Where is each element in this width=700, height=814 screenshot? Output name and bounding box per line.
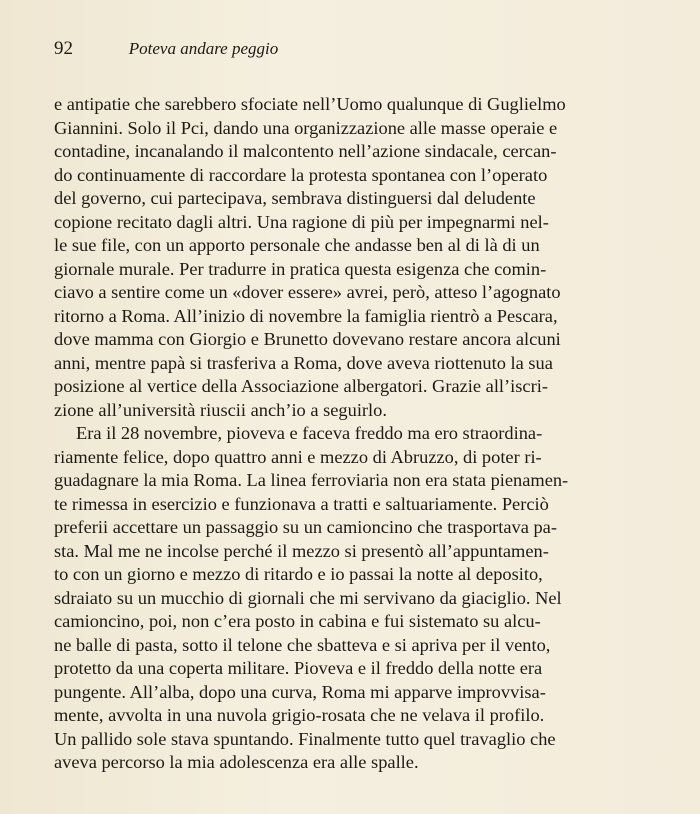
text-line: to con un giorno e mezzo di ritardo e io passai la notte al deposito, xyxy=(54,564,543,584)
text-line: posizione al vertice della Associazione albergatori. Grazie all’iscri- xyxy=(54,376,548,396)
text-line: mente, avvolta in una nuvola grigio-rosata che ne velava il profilo. xyxy=(54,705,545,725)
body-text xyxy=(54,93,690,775)
text-line: pungente. All’alba, dopo una curva, Roma mi apparve improvvisa- xyxy=(54,681,546,702)
text-line: te rimessa in esercizio e funzionava a tratti e saltuariamente. Perciò xyxy=(54,493,549,514)
text-line: preferii accettare un passaggio su un camioncino che trasportava pa- xyxy=(54,517,557,537)
running-title: Poteva andare peggio xyxy=(128,39,279,58)
text-line: Giannini. Solo il Pci, dando una organizzazione alle masse operaie e xyxy=(54,117,558,138)
text-line: Era il 28 novembre, pioveva e faceva freddo ma ero straordina- xyxy=(76,423,543,443)
text-line: dove mamma con Giorgio e Brunetto dovevano restare ancora alcuni xyxy=(54,329,561,349)
paragraph-1 xyxy=(54,93,690,422)
text-line: giornale murale. Per tradurre in pratica questa esigenza che comin- xyxy=(54,258,547,279)
text-line: sdraiato su un mucchio di giornali che mi servivano da giaciglio. Nel xyxy=(54,587,562,608)
text-line: ciavo a sentire come un «dover essere» avrei, però, atteso l’agognato xyxy=(54,282,561,302)
page-header xyxy=(54,38,278,60)
show-through-text xyxy=(330,44,700,64)
text-line: aveva percorso la mia adolescenza era alle spalle. xyxy=(54,752,419,772)
text-line: contadine, incanalando il malcontento nell’azione sindacale, cercan- xyxy=(54,141,557,161)
text-line: riamente felice, dopo quattro anni e mezzo di Abruzzo, di poter ri- xyxy=(54,446,542,467)
text-line: do continuamente di raccordare la protesta spontanea con l’operato xyxy=(54,164,548,185)
text-line: guadagnare la mia Roma. La linea ferroviaria non era stata pienamen- xyxy=(54,470,569,490)
text-line: ne balle di pasta, sotto il telone che sbatteva e si apriva per il vento, xyxy=(54,634,551,655)
text-line: del governo, cui partecipava, sembrava distinguersi dal deludente xyxy=(54,188,536,208)
text-line: le sue file, con un apporto personale che andasse ben al di là di un xyxy=(54,235,540,255)
text-line: e antipatie che sarebbero sfociate nell’Uomo qualunque di Guglielmo xyxy=(54,94,566,114)
text-line: anni, mentre papà si trasferiva a Roma, dove aveva riottenuto la sua xyxy=(54,352,553,373)
paragraph-2 xyxy=(54,422,690,775)
text-line: zione all’università riuscii anch’io a seguirlo. xyxy=(54,399,387,420)
text-line: sta. Mal me ne incolse perché il mezzo si presentò all’appuntamen- xyxy=(54,540,549,561)
text-line: ritorno a Roma. All’inizio di novembre la famiglia rientrò a Pescara, xyxy=(54,305,558,326)
text-line: Un pallido sole stava spuntando. Finalmente tutto quel travaglio che xyxy=(54,728,556,749)
page-number: 92 xyxy=(54,38,73,59)
text-line: copione recitato dagli altri. Una ragione di più per impegnarmi nel- xyxy=(54,211,549,232)
text-line: protetto da una coperta militare. Pioveva e il freddo della notte era xyxy=(54,658,543,678)
text-line: camioncino, poi, non c’era posto in cabina e fui sistemato su alcu- xyxy=(54,611,541,631)
